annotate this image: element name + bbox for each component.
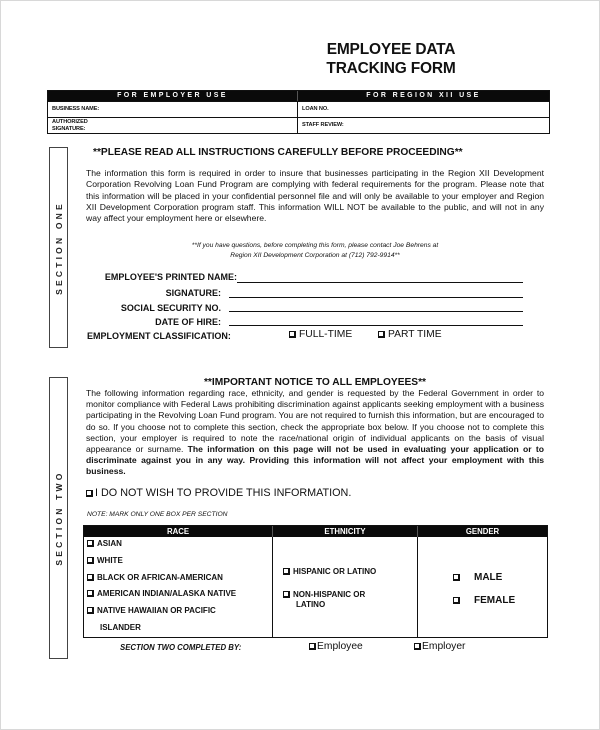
full-time-checkbox[interactable]	[289, 331, 296, 338]
completed-by-employer-option[interactable]	[414, 641, 466, 652]
mark-one-note: NOTE: MARK ONLY ONE BOX PER SECTION	[87, 511, 228, 518]
race-option-asian[interactable]	[87, 539, 122, 549]
employee-label: Employee	[317, 641, 363, 652]
opt-out-checkbox[interactable]	[86, 490, 93, 497]
notice-bold-text: The information on this page will not be used in evaluating your application or to discriminate against you in any way. Providing this information will not affect your employment with this business.	[86, 444, 544, 477]
demographics-table	[83, 525, 548, 638]
completed-by-label: SECTION TWO COMPLETED BY:	[120, 643, 242, 652]
staff-review-label: STAFF REVIEW:	[302, 122, 344, 129]
race-option-white[interactable]	[87, 556, 123, 566]
section-two-notice	[86, 388, 544, 478]
form-title	[301, 40, 481, 78]
full-time-option[interactable]	[289, 329, 352, 340]
race-option-black[interactable]	[87, 573, 223, 583]
black-label: BLACK OR AFRICAN-AMERICAN	[97, 573, 223, 582]
region-use-header: FOR REGION XII USE	[366, 92, 481, 99]
demographics-table-header	[84, 526, 547, 537]
american-indian-label: AMERICAN INDIAN/ALASKA NATIVE	[97, 589, 237, 598]
non-hispanic-checkbox[interactable]	[283, 591, 290, 598]
authorized-signature-field[interactable]	[48, 118, 298, 133]
section-two-heading: **IMPORTANT NOTICE TO ALL EMPLOYEES**	[203, 377, 427, 388]
notice-regular-text: The following information regarding race, ethnicity, and gender is requested by the Federal Government in order to monitor compliance with Federal Laws prohibiting discrimination against applicants seeking employment with a business participating in the Revolving Loan Fund program. You are not required to furnish this information, but are encouraged to do so. If you choose not to complete this section, check the appropriate box below. If you choose not to complete this section, your employer is required to note the race/national origin of individual applicants on the basis of visual appearance or surname.	[86, 388, 544, 455]
employee-checkbox[interactable]	[309, 643, 316, 650]
native-hawaiian-checkbox[interactable]	[87, 607, 94, 614]
gender-option-female[interactable]	[453, 595, 515, 606]
gender-option-male[interactable]	[453, 572, 502, 583]
contact-note	[86, 241, 544, 261]
printed-name-input[interactable]	[237, 282, 523, 283]
non-hispanic-label-cont: LATINO	[296, 600, 326, 609]
loan-no-label: LOAN NO.	[302, 106, 329, 113]
asian-checkbox[interactable]	[87, 540, 94, 547]
employer-label: Employer	[422, 641, 466, 652]
section-two-label: SECTION TWO	[53, 470, 64, 566]
loan-no-field[interactable]	[298, 102, 549, 117]
female-label: FEMALE	[474, 595, 516, 606]
authorized-signature-label-2: SIGNATURE:	[52, 125, 86, 132]
male-checkbox[interactable]	[453, 574, 460, 581]
staff-review-field[interactable]	[298, 118, 549, 133]
race-option-american-indian[interactable]	[87, 589, 236, 599]
hire-date-label: DATE OF HIRE:	[155, 317, 221, 327]
signature-label: SIGNATURE:	[165, 288, 221, 298]
part-time-label: PART TIME	[388, 329, 442, 340]
business-name-field[interactable]	[48, 102, 298, 117]
section-two-side-box	[49, 377, 68, 659]
white-label: WHITE	[97, 556, 123, 565]
classification-label: EMPLOYMENT CLASSIFICATION:	[87, 331, 231, 341]
hire-date-input[interactable]	[229, 325, 523, 326]
contact-note-line-1: **If you have questions, before completing this form, please contact Joe Behrens at	[191, 242, 439, 249]
ssn-label: SOCIAL SECURITY NO.	[120, 303, 221, 313]
employer-checkbox[interactable]	[414, 643, 421, 650]
part-time-option[interactable]	[378, 329, 442, 340]
administrative-row-2	[48, 117, 549, 133]
hispanic-checkbox[interactable]	[283, 568, 290, 575]
ethnicity-option-non-hispanic[interactable]	[283, 590, 365, 600]
full-time-label: FULL-TIME	[299, 329, 353, 340]
ethnicity-header: ETHNICITY	[273, 526, 418, 537]
printed-name-label: EMPLOYEE'S PRINTED NAME:	[104, 272, 237, 282]
non-hispanic-label: NON-HISPANIC OR	[293, 590, 366, 599]
gender-header: GENDER	[465, 527, 500, 536]
part-time-checkbox[interactable]	[378, 331, 385, 338]
title-line-2: TRACKING FORM	[326, 60, 456, 77]
american-indian-checkbox[interactable]	[87, 590, 94, 597]
signature-input[interactable]	[229, 297, 523, 298]
native-hawaiian-label-cont: ISLANDER	[100, 623, 141, 632]
female-checkbox[interactable]	[453, 597, 460, 604]
title-line-1: EMPLOYEE DATA	[326, 41, 456, 58]
gender-column	[418, 537, 547, 637]
section-one-heading: **PLEASE READ ALL INSTRUCTIONS CAREFULLY BEFORE PROCEEDING**	[93, 147, 463, 158]
administrative-table	[47, 90, 550, 134]
employer-use-header: FOR EMPLOYER USE	[48, 91, 298, 101]
administrative-row-1	[48, 101, 549, 117]
opt-out-option[interactable]	[86, 487, 351, 499]
native-hawaiian-label: NATIVE HAWAIIAN OR PACIFIC	[97, 606, 216, 615]
completed-by-employee-option[interactable]	[309, 641, 363, 652]
male-label: MALE	[474, 572, 503, 583]
ethnicity-column	[273, 537, 418, 637]
hispanic-label: HISPANIC OR LATINO	[293, 567, 377, 576]
asian-label: ASIAN	[97, 539, 122, 548]
opt-out-label: I DO NOT WISH TO PROVIDE THIS INFORMATION.	[95, 487, 352, 499]
contact-note-line-2: Region XII Development Corporation at (712) 792-9914**	[230, 252, 400, 259]
race-option-native-hawaiian[interactable]	[87, 606, 216, 616]
demographics-table-body	[84, 537, 547, 637]
race-header: RACE	[84, 526, 273, 537]
administrative-table-header	[48, 91, 549, 101]
authorized-signature-label-1: AUTHORIZED	[52, 119, 88, 125]
white-checkbox[interactable]	[87, 557, 94, 564]
race-column	[84, 537, 273, 637]
ssn-input[interactable]	[229, 311, 523, 312]
section-one-label: SECTION ONE	[53, 200, 64, 295]
section-one-instructions: The information this form is required in order to insure that businesses participating in the Region XII Development Corporation Revolving Loan Fund Program are complying with federal requirements for the program. Please note that this information will be placed in your confidential personnel file and will only be available to your employer and Region XII Development Corporation program staff. This information WILL NOT be available to the public, and will not in any way affect your employment here or elsewhere.	[86, 168, 544, 224]
ethnicity-option-hispanic[interactable]	[283, 567, 376, 577]
business-name-label: BUSINESS NAME:	[52, 106, 100, 113]
black-checkbox[interactable]	[87, 574, 94, 581]
